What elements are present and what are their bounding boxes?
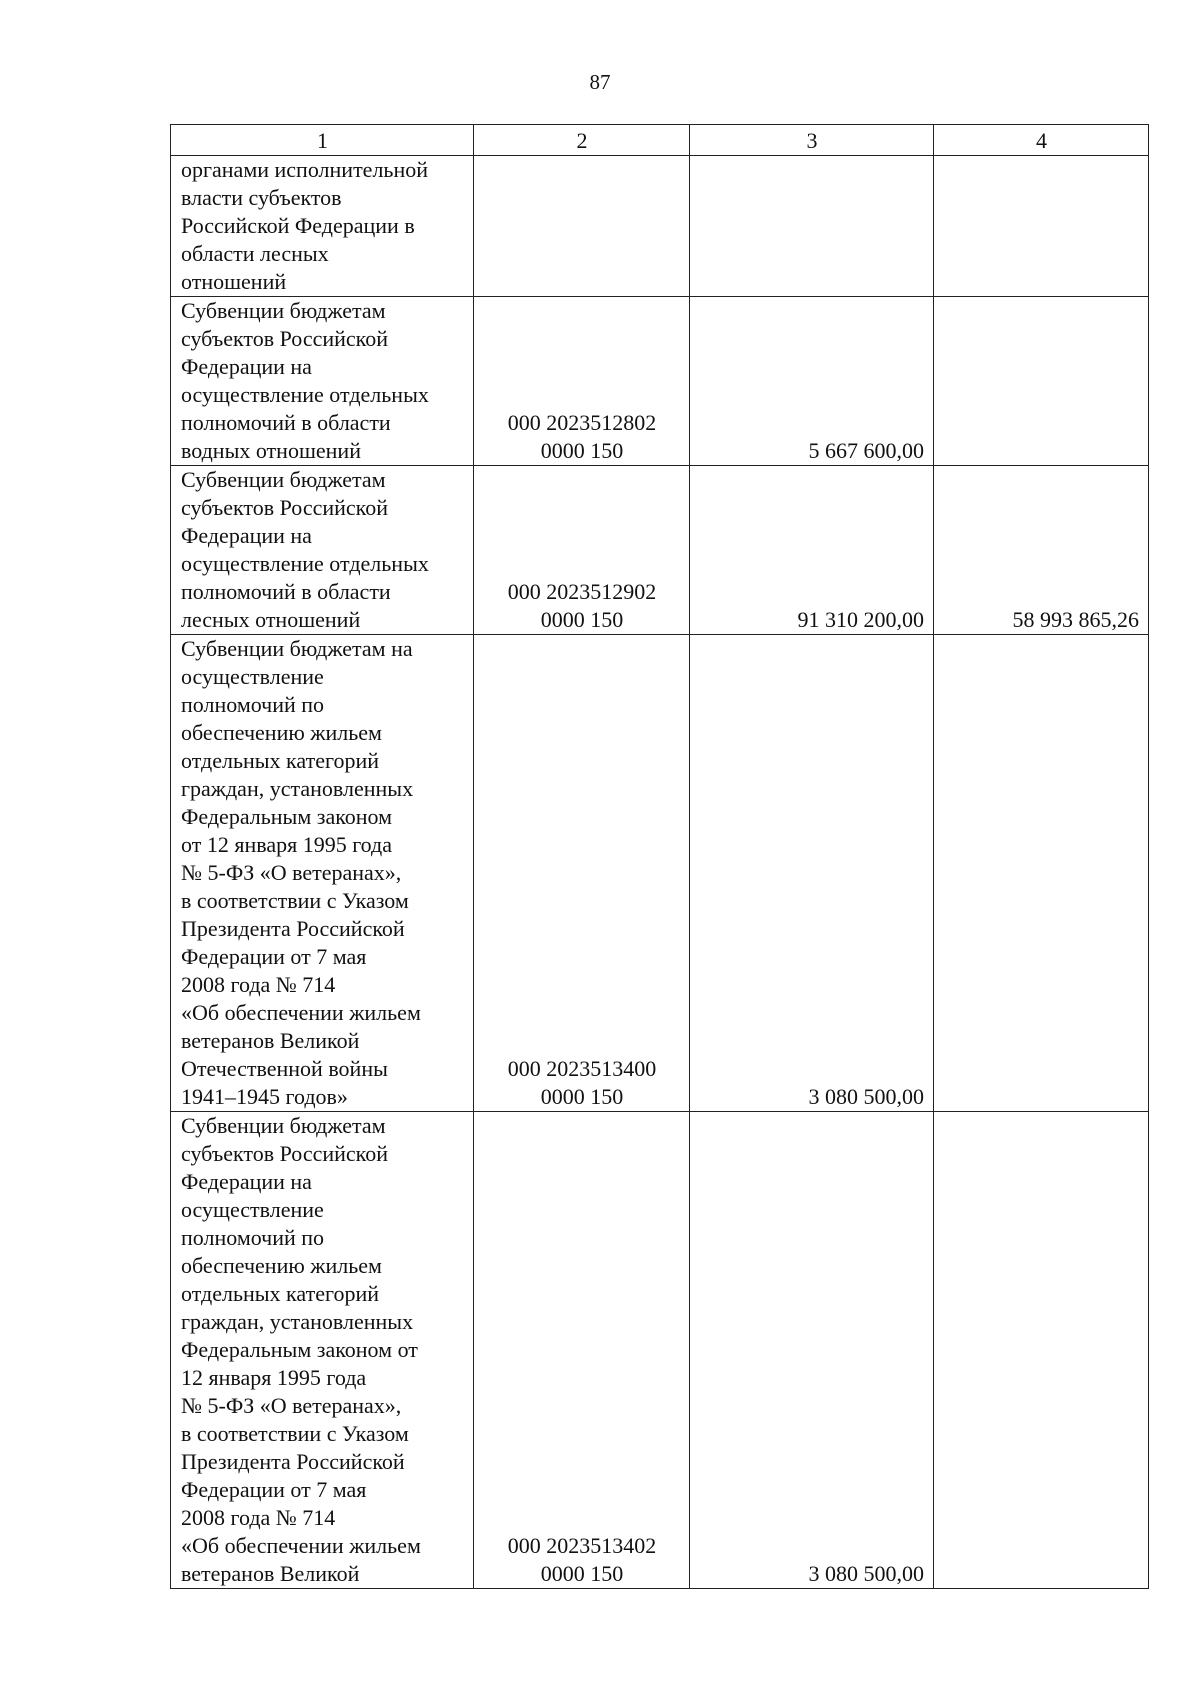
row-amount-col3: 5 667 600,00	[690, 297, 934, 466]
table-row	[171, 297, 1149, 466]
table-row	[171, 466, 1149, 635]
row-description: Субвенции бюджетам субъектов Российской Федерации на осуществление полномочий по обеспечению жильем отдельных категорий граждан, установленных Федеральным законом от 12 января 1995 года № 5-ФЗ «О ветеранах», в соответствии с Указом Президента Российской Федерации от 7 мая 2008 года № 714 «Об обеспечении жильем ветеранов Великой	[171, 1112, 474, 1589]
row-description: органами исполнительной власти субъектов Российской Федерации в области лесных отношений	[171, 156, 474, 297]
row-amount-col3: 91 310 200,00	[690, 466, 934, 635]
row-description: Субвенции бюджетам субъектов Российской Федерации на осуществление отдельных полномочий в области лесных отношений	[171, 466, 474, 635]
row-amount-col4	[934, 635, 1149, 1112]
budget-table	[170, 124, 1149, 1589]
row-amount-col3: 3 080 500,00	[690, 635, 934, 1112]
row-budget-code: 000 2023512902 0000 150	[474, 466, 690, 635]
table-header	[171, 125, 1149, 156]
row-budget-code	[474, 156, 690, 297]
row-budget-code: 000 2023513402 0000 150	[474, 1112, 690, 1589]
row-amount-col4: 58 993 865,26	[934, 466, 1149, 635]
row-amount-col4	[934, 1112, 1149, 1589]
column-header-2: 2	[474, 125, 690, 156]
page-number: 87	[589, 70, 611, 94]
table-row	[171, 156, 1149, 297]
row-amount-col3	[690, 156, 934, 297]
table-body	[171, 156, 1149, 1589]
row-amount-col3: 3 080 500,00	[690, 1112, 934, 1589]
row-description: Субвенции бюджетам на осуществление полномочий по обеспечению жильем отдельных категорий граждан, установленных Федеральным законом от 12 января 1995 года № 5-ФЗ «О ветеранах», в соответствии с Указом Президента Российской Федерации от 7 мая 2008 года № 714 «Об обеспечении жильем ветеранов Великой Отечественной войны 1941–1945 годов»	[171, 635, 474, 1112]
table-row	[171, 635, 1149, 1112]
row-amount-col4	[934, 297, 1149, 466]
row-amount-col4	[934, 156, 1149, 297]
table-row	[171, 1112, 1149, 1589]
column-header-1: 1	[171, 125, 474, 156]
row-budget-code: 000 2023512802 0000 150	[474, 297, 690, 466]
header-row	[171, 125, 1149, 156]
row-budget-code: 000 2023513400 0000 150	[474, 635, 690, 1112]
row-description: Субвенции бюджетам субъектов Российской Федерации на осуществление отдельных полномочий в области водных отношений	[171, 297, 474, 466]
column-header-4: 4	[934, 125, 1149, 156]
column-header-3: 3	[690, 125, 934, 156]
